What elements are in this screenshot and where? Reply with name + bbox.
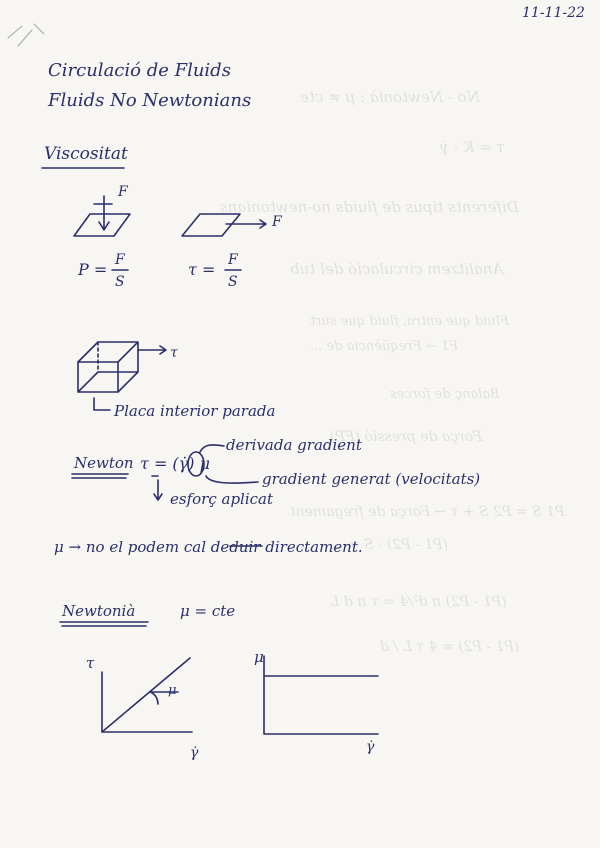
cube-tau-label: τ <box>170 345 178 361</box>
ghost-line: (P1 - P2) π d²/4 = τ π d L <box>330 594 507 610</box>
newtonia-label: Newtonià <box>62 602 136 620</box>
mu-note: μ → no el podem cal deduir directament. <box>54 538 363 556</box>
graph2-y-label: μ <box>254 648 264 666</box>
underline-newtonia <box>60 622 148 626</box>
ghost-line: Fluid que entra, fluid que surt <box>310 314 509 329</box>
ghost-line: F1 → Freqüència de ... <box>310 339 459 354</box>
gradient-generat-note: gradient generat (velocitats) <box>262 470 481 488</box>
esforc-arrow <box>154 480 162 500</box>
newtonia-equation: μ = cte <box>180 602 236 620</box>
underline-newton <box>72 474 128 478</box>
graph2-x-label: γ̇ <box>366 739 375 755</box>
graph1-y-label: τ <box>86 654 95 672</box>
normal-force-arrow <box>99 196 109 230</box>
tau-eq-numerator: F <box>228 252 238 268</box>
page-title: Circulació de Fluids <box>48 60 231 81</box>
derivada-gradient-note: derivada gradient <box>226 436 362 454</box>
plate-diagram-normal <box>74 214 130 236</box>
graph1-axes <box>102 672 192 732</box>
derivada-arrow <box>200 445 224 452</box>
ghost-line: P1 S = P2 S + τ → Força de fregament <box>290 504 565 520</box>
newton-label: Newton <box>74 454 134 472</box>
section-heading-viscositat: Viscositat <box>44 144 128 164</box>
graph2-axes <box>264 656 378 734</box>
ghost-line: No - Newtonià : μ ≠ cte <box>300 88 480 106</box>
pressure-eq-numerator: F <box>115 252 125 268</box>
placa-pointer <box>94 398 110 410</box>
pressure-eq-denominator: S <box>115 274 125 290</box>
date-label: 11-11-22 <box>522 5 585 21</box>
page-subtitle: Fluids No Newtonians <box>48 90 252 111</box>
force-label: F <box>118 184 128 200</box>
graph1-x-label: γ̇ <box>190 745 199 761</box>
shear-force-arrow <box>226 220 266 228</box>
esforc-aplicat-note: esforç aplicat <box>170 490 274 508</box>
cube-diagram <box>78 342 138 392</box>
cube-shear-arrow <box>138 346 166 354</box>
graph1-slope-label: μ <box>168 683 177 698</box>
ghost-line: (P1 - P2) · S = ... <box>330 537 449 553</box>
graph1-line <box>102 658 190 732</box>
ghost-line: τ = K · γ̇ <box>440 138 505 156</box>
ghost-line: Analitzem circulació del tub <box>290 260 504 278</box>
ghost-line: Diferents tipus de fluids no-newtonians <box>220 198 519 216</box>
plate-diagram-shear <box>182 214 240 236</box>
pressure-eq-lhs: P = <box>78 260 108 279</box>
ghost-line: (P1 - P2) = 4 τ L / d <box>380 639 520 655</box>
tau-eq-denominator: S <box>228 274 238 290</box>
newton-equation: τ = (γ̇) μ <box>140 454 210 473</box>
force-label: F <box>272 214 282 230</box>
gradient-arrow <box>206 476 258 483</box>
ghost-line: Balanç de forces <box>390 387 500 402</box>
tau-eq-lhs: τ = <box>188 260 216 279</box>
staple-mark <box>8 24 44 46</box>
ghost-line: Força de pressió (FP) <box>330 429 483 445</box>
placa-label: Placa interior parada <box>114 402 276 420</box>
